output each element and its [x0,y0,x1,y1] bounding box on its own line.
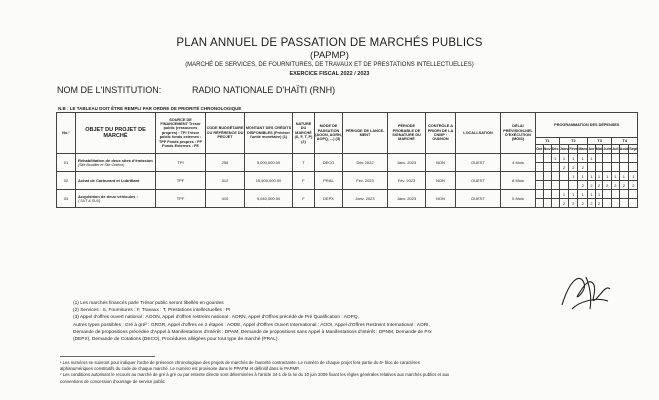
col-header-code: CODE BUDGÉTAIRE OU RÉFÉRENCE DU PROJET [206,113,245,154]
schedule-cell [536,199,544,208]
row-number: 01 [57,154,76,172]
schedule-cell: 2 [559,163,569,172]
row-mode: PRAL [315,172,343,190]
month-header: Juin [603,145,612,154]
month-header: Oct [536,145,544,154]
schedule-cell: 1 [603,172,612,181]
row-localisation: OUEST [456,154,501,172]
schedule-cell: 1 [569,154,578,163]
month-header: Déc [551,145,559,154]
schedule-cell [612,199,620,208]
note-line: Autres types possibles : Gré à gré² : GRGR, Appel d'offres en 2 étapes : AODE, Appel d'Offres Ouvert International : AOOI, Appel d'Offres Restreint International : AORI, [73,322,430,328]
schedule-cell: 2 [578,163,588,172]
objet-title: Acquisition de deux véhicules : [78,194,138,199]
month-header: Févr [569,145,578,154]
schedule-cell: 2 [629,181,638,190]
nb-note: N.B : LE TABLEAU DOIT ÊTRE REMPLI PAR ORDRE DE PRIORITÉ CHRONOLOGIQUE [58,106,242,111]
row-controle: NON [426,154,456,172]
row-code: 256 [206,154,245,172]
schedule-cell [543,190,551,199]
month-header: Sept [629,145,638,154]
schedule-cell [603,190,612,199]
schedule-cell [543,199,551,208]
schedule-cell: 1 [569,190,578,199]
row-localisation: OUEST [456,172,501,190]
schedule-cell [595,163,603,172]
fiscal-year: EXERCICE FISCAL 2022 / 2023 [289,71,370,77]
schedule-cell: 2 [595,181,603,190]
row-lancement: Déc 2022 [343,154,388,172]
quarter-header: T4 [612,138,638,145]
row-signature: Janv. 2023 [388,154,426,172]
row-code: 312 [206,172,245,190]
footnote-divider [60,356,155,357]
row-number: 02 [57,172,76,190]
schedule-cell: 1 [569,172,578,181]
note-line: (3) Appel d'offres ouvert national : AOON, Appel d'offres restreint national : AORN, Appel d'Offres précédé de Pré Qualification : AOPQ, [73,315,359,321]
footnotes-section [60,360,640,385]
institution-name: RADIO NATIONALE D'HAÏTI (RNH) [192,85,336,95]
objet-title: Réhabilitation de deux sites d'émission [78,158,153,163]
row-number: 03 [57,190,76,208]
schedule-cell: 1 [578,190,588,199]
schedule-cell: 2 [569,199,578,208]
col-header-montant: MONTANT DES CRÉDITS DISPONIBLES (Préciser l'unité monétaire) (1) [245,113,293,154]
schedule-cell: 1 [629,172,638,181]
schedule-cell: 2 [603,181,612,190]
schedule-cell [536,163,544,172]
schedule-cell: 1 [559,154,569,163]
schedule-cell [619,199,629,208]
schedule-cell [543,172,551,181]
row-lancement: Janv. 2023 [343,190,388,208]
col-header-nature: NATURE DU MARCHÉ (S, F, T, P) (2) [293,113,315,154]
row-code: 410 [206,190,245,208]
month-header: Mai [595,145,603,154]
schedule-cell [543,154,551,163]
schedule-cell: 1 [578,172,588,181]
schedule-cell [551,163,559,172]
schedule-cell: 2 [595,199,603,208]
note-line: (2) Services : S, Fournitures : F, Travaux : T, Prestations intellectuelles : PI [73,308,231,314]
schedule-cell [619,163,629,172]
schedule-cell [603,199,612,208]
row-nature: F [293,172,315,190]
document-acronym: (PAPMP) [310,50,349,61]
row-montant: 15,500,000.00 [245,172,293,190]
schedule-cell [559,172,569,181]
col-header-programmation: PROGRAMMATION DES DÉPENSES [536,113,638,138]
schedule-cell [603,163,612,172]
row-lancement: Fév. 2023 [343,172,388,190]
row-localisation: OUEST [456,190,501,208]
month-header: Janv [559,145,569,154]
table-row [57,172,638,181]
month-header: Avr [588,145,596,154]
col-header-controle: CONTRÔLE A PRIORI DE LA CNMP : OUI/NON [426,113,456,154]
row-montant: 5,000,000.00 [245,154,293,172]
table-row [57,154,638,163]
schedule-cell [551,172,559,181]
schedule-cell: 1 [619,172,629,181]
schedule-cell: 1 [612,172,620,181]
note-line: (DEPX), Demande de Cotations (DECO), Procédures allégées pour tout type de marché (PRAL). [73,336,279,342]
schedule-cell [595,154,603,163]
schedule-cell: 2 [559,199,569,208]
quarter-header: T3 [588,138,612,145]
schedule-cell: 1 [588,190,596,199]
row-objet [76,172,156,190]
row-delai: 4 Mois [501,154,536,172]
objet-detail: ( SUT & SUV) [78,199,101,203]
document-title: PLAN ANNUEL DE PASSATION DE MARCHÉS PUBLICS [176,37,483,49]
schedule-cell [536,172,544,181]
col-header-mode: MODE DE PASSATION (AOON, AORN, AOPQ, ...) (3) [315,113,343,154]
institution-label: NOM DE L'INSTITUTION: [57,85,162,95]
schedule-cell: 2 [578,199,588,208]
row-source: TPF [156,190,206,208]
schedule-cell [536,190,544,199]
schedule-cell: 1 [588,172,596,181]
month-header: Mars [578,145,588,154]
col-header-objet: OBJET DU PROJET DE MARCHÉ [76,113,156,154]
schedule-cell [629,190,638,199]
schedule-cell: 1 [578,154,588,163]
row-nature: F [293,190,315,208]
row-montant: 9,040,000.00 [245,190,293,208]
footnote-line: conventions de concession d'ouvrage de service public [60,378,165,384]
schedule-cell [629,199,638,208]
procurement-table [56,112,638,208]
schedule-cell: 1 [588,154,596,163]
row-objet [76,154,156,172]
quarter-header: T2 [559,138,588,145]
schedule-cell [551,190,559,199]
schedule-cell [612,190,620,199]
schedule-cell [569,181,578,190]
row-signature: Janv. 2023 [388,190,426,208]
objet-title: Achat de Carburant et Lubrifiant [78,178,140,183]
row-nature: T [293,154,315,172]
footnote-line: ¹ Les numéros se suivront pour indiquer l'ordre de présence chronologique des projets de marchés de l'autorité contractante. Le numéro de chaque projet fera partie du 6ᵉ bloc de caractères [60,360,420,365]
schedule-cell [543,181,551,190]
schedule-cell [612,154,620,163]
schedule-cell: 1 [595,172,603,181]
row-delai: 8 Mois [501,172,536,190]
row-mode: DEPX [315,190,343,208]
schedule-cell [619,190,629,199]
row-source: TPI [156,154,206,172]
row-mode: DECO [315,154,343,172]
schedule-cell: 1 [551,154,559,163]
row-source: TPF [156,172,206,190]
schedule-cell: 2 [569,163,578,172]
schedule-cell: 2 [578,181,588,190]
col-header-source: SOURCE DE FINANCEMENT Trésor public (ressources propres) : TPI Trésor public fonds externes : TPF Fonds propres : FP Fonds Externes : FE [156,113,206,154]
col-header-localisation: LOCALI-SATION [456,113,501,154]
row-signature: Fév. 2023 [388,172,426,190]
schedule-cell [543,163,551,172]
col-header-lancement: PÉRIODE DE LANCE-MENT [343,113,388,154]
document-subtitle: (MARCHÉ DE SERVICES, DE FOURNITURES, DE TRAVAUX ET DE PRESTATIONS INTELLECTUELLES) [185,62,474,68]
col-header-signature: PÉRIODE PROBABLE DE SIGNATURE DU MARCHÉ [388,113,426,154]
schedule-cell: 2 [612,181,620,190]
footnote-line: alphanumériques constitutifs du code de chaque marché. Le numéro est provisoire dans le PPAPM et définitif dans le PAPMP. [60,366,300,372]
schedule-cell: 2 [588,199,596,208]
schedule-cell [551,199,559,208]
schedule-cell: 2 [588,181,596,190]
schedule-cell [603,154,612,163]
month-header: Juil [612,145,620,154]
row-objet [76,190,156,208]
schedule-cell [612,163,620,172]
col-header-delai: DÉLAI PRÉVISION-NEL D'EXÉCUTION (MOIS) [501,113,536,154]
month-header: Août [619,145,629,154]
schedule-cell [551,181,559,190]
row-controle: NON [426,172,456,190]
col-header-no: No.¹ [57,113,76,154]
schedule-cell: 2 [619,181,629,190]
schedule-cell [559,181,569,190]
quarter-header: T1 [536,138,560,145]
schedule-cell [536,181,544,190]
row-delai: 5 Mois [501,190,536,208]
note-line: Demande de propositions précédée d'Appel à Manifestations d'intérêt : DPAM, Demande de propositions sans Appel à Manifestations d'intérêt : DPNM, Demande de Prx [73,329,432,335]
objet-detail: (Site Boutilier et Site Obléon) [78,163,125,167]
table-row [57,190,638,199]
note-line: (1) Les marchés financés parle Trésor public seront libellés en gourdes [73,301,224,306]
table-body [57,154,638,208]
row-controle: NON [426,190,456,208]
schedule-cell [629,154,638,163]
footnote-line: ² Les conditions autorisant le recours au marché de gré à gré ou par entente directe sont déterminées à l'article 34-1 de la loi du 10 juin 2009 fixant les règles générales relatives aux marchés publics et aux [60,372,450,378]
schedule-cell [536,154,544,163]
schedule-cell: 1 [559,190,569,199]
schedule-cell [629,163,638,172]
month-header: Nov [543,145,551,154]
schedule-cell: 1 [595,190,603,199]
schedule-cell [588,163,596,172]
schedule-cell [619,154,629,163]
notes-section [73,300,633,343]
